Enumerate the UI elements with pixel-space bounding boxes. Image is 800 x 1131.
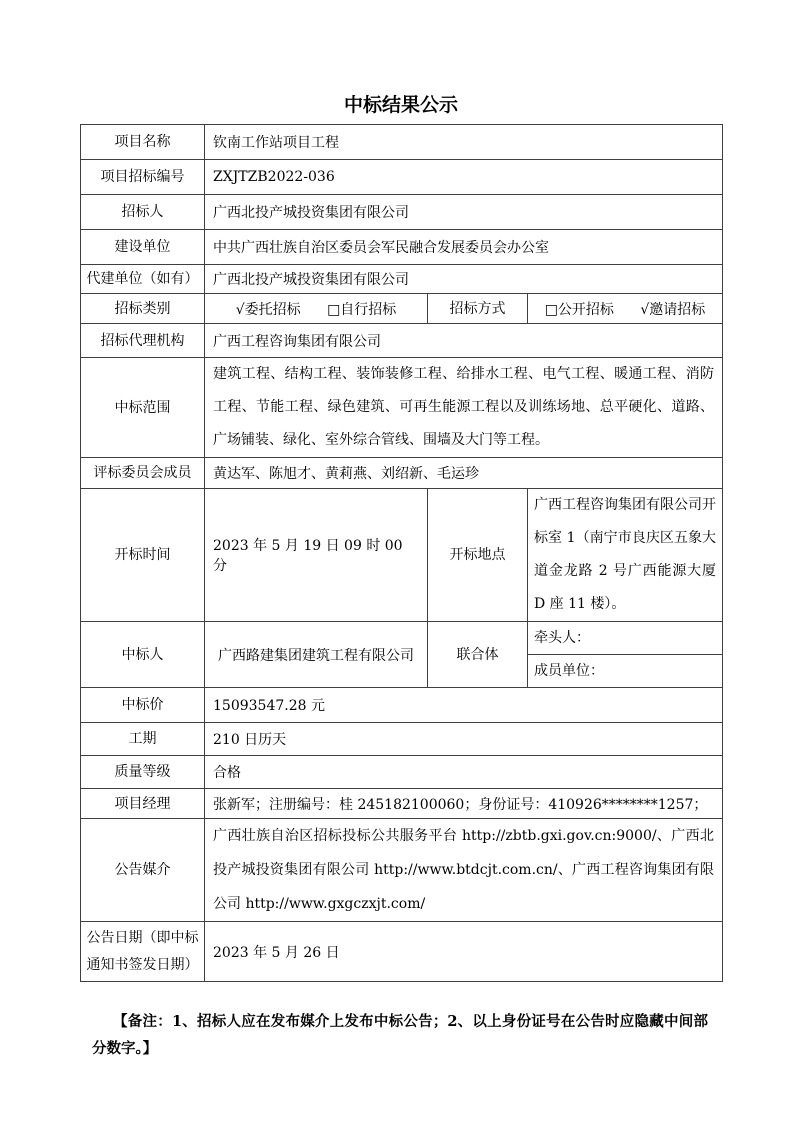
agent-unit-value: 广西北投产城投资集团有限公司	[205, 265, 723, 294]
project-name-value: 钦南工作站项目工程	[205, 125, 723, 160]
quality-label: 质量等级	[81, 756, 205, 789]
consortium-label: 联合体	[428, 622, 528, 688]
row-committee	[81, 458, 723, 489]
construction-unit-value: 中共广西壮族自治区委员会军民融合发展委员会办公室	[205, 230, 723, 265]
winner-value: 广西路建集团建筑工程有限公司	[205, 622, 428, 688]
row-project-name	[81, 125, 723, 160]
price-value: 15093547.28 元	[205, 688, 723, 723]
winner-label: 中标人	[81, 622, 205, 688]
open-time-label: 开标时间	[81, 489, 205, 622]
row-bid-opening	[81, 489, 723, 622]
media-value: 广西壮族自治区招标投标公共服务平台 http://zbtb.gxi.gov.cn:9000/、广西北投产城投资集团有限公司 http://www.btdcjt.com.cn/、广西工程咨询集团有限公司 http://www.gxgczxjt.com/	[205, 819, 723, 922]
consortium-detail	[528, 622, 723, 688]
bid-category-label: 招标类别	[81, 294, 205, 324]
tenderer-value: 广西北投产城投资集团有限公司	[205, 195, 723, 230]
row-agent-unit	[81, 265, 723, 294]
checkbox-open-bidding: □公开招标	[544, 301, 614, 318]
construction-unit-label: 建设单位	[81, 230, 205, 265]
bid-code-label: 项目招标编号	[81, 160, 205, 195]
consortium-members: 成员单位：	[528, 654, 722, 687]
checkbox-invited-bidding: √邀请招标	[640, 301, 706, 318]
bid-method-options	[528, 294, 723, 324]
duration-value: 210 日历天	[205, 723, 723, 756]
row-quality	[81, 756, 723, 789]
open-time-value: 2023 年 5 月 19 日 09 时 00 分	[205, 489, 428, 622]
row-bid-code	[81, 160, 723, 195]
row-price	[81, 688, 723, 723]
price-label: 中标价	[81, 688, 205, 723]
row-media	[81, 819, 723, 922]
page-title: 中标结果公示	[343, 94, 458, 116]
bid-method-label: 招标方式	[428, 294, 528, 324]
row-manager	[81, 789, 723, 819]
announce-date-value: 2023 年 5 月 26 日	[205, 922, 723, 982]
open-place-value: 广西工程咨询集团有限公司开标室 1（南宁市良庆区五象大道金龙路 2 号广西能源大厦 D 座 11 楼）。	[528, 489, 723, 622]
checkbox-entrusted-bidding: √委托招标	[235, 301, 301, 318]
manager-label: 项目经理	[81, 789, 205, 819]
row-construction-unit	[81, 230, 723, 265]
duration-label: 工期	[81, 723, 205, 756]
row-agency	[81, 324, 723, 358]
announce-date-label: 公告日期（即中标通知书签发日期）	[81, 922, 205, 982]
agency-label: 招标代理机构	[81, 324, 205, 358]
agency-value: 广西工程咨询集团有限公司	[205, 324, 723, 358]
quality-value: 合格	[205, 756, 723, 789]
open-place-label: 开标地点	[428, 489, 528, 622]
bid-category-options	[205, 294, 428, 324]
committee-label: 评标委员会成员	[81, 458, 205, 489]
agent-unit-label: 代建单位（如有）	[81, 265, 205, 294]
row-winner	[81, 622, 723, 688]
project-name-label: 项目名称	[81, 125, 205, 160]
committee-value: 黄达军、陈旭才、黄莉燕、刘绍新、毛运珍	[205, 458, 723, 489]
row-bid-category	[81, 294, 723, 324]
manager-value: 张新军；注册编号：桂 245182100060；身份证号：410926********1257；	[205, 789, 723, 819]
checkbox-self-bidding: □自行招标	[327, 301, 397, 318]
row-duration	[81, 723, 723, 756]
row-announce-date	[81, 922, 723, 982]
scope-label: 中标范围	[81, 358, 205, 458]
scope-value: 建筑工程、结构工程、装饰装修工程、给排水工程、电气工程、暖通工程、消防工程、节能工程、绿色建筑、可再生能源工程以及训练场地、总平硬化、道路、广场铺装、绿化、室外综合管线、围墙及大门等工程。	[205, 358, 723, 458]
bid-code-value: ZXJTZB2022-036	[205, 160, 723, 195]
media-label: 公告媒介	[81, 819, 205, 922]
row-scope	[81, 358, 723, 458]
row-tenderer	[81, 195, 723, 230]
consortium-leader: 牵头人：	[534, 630, 590, 646]
bid-result-table	[80, 124, 723, 982]
tenderer-label: 招标人	[81, 195, 205, 230]
footer-note: 【备注：1、招标人应在发布媒介上发布中标公告；2、以上身份证号在公告时应隐藏中间部分数字。】	[92, 1013, 708, 1057]
